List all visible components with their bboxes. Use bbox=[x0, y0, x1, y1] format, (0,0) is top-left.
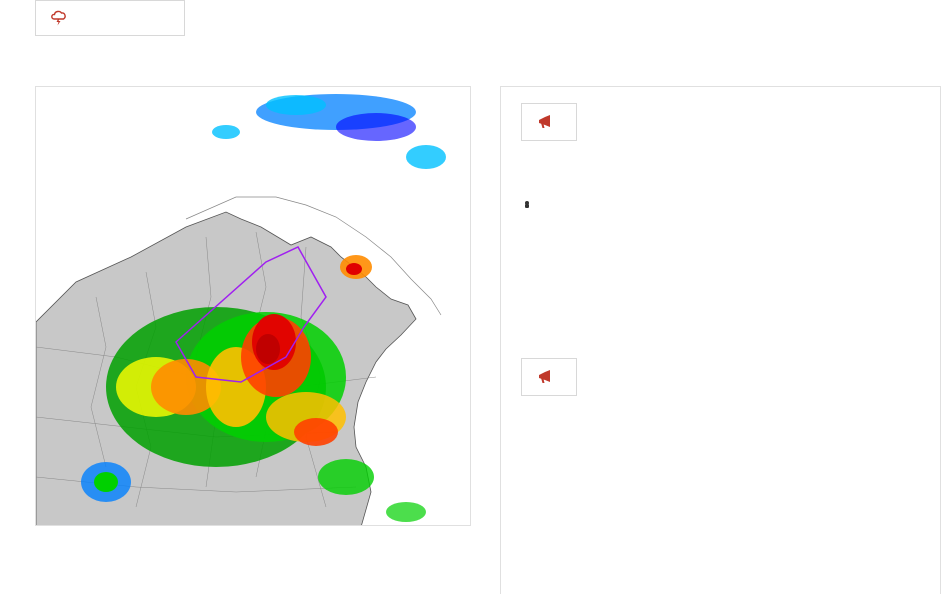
thunderstorm-icon bbox=[50, 9, 68, 27]
land-info-list bbox=[521, 195, 923, 198]
radar-map bbox=[35, 86, 471, 526]
megaphone-icon bbox=[536, 368, 554, 386]
megaphone-icon bbox=[536, 113, 554, 131]
alert-tag bbox=[35, 0, 185, 36]
land-info-tag bbox=[521, 103, 577, 141]
info-panel bbox=[500, 86, 941, 594]
land-area-tag bbox=[521, 358, 577, 396]
